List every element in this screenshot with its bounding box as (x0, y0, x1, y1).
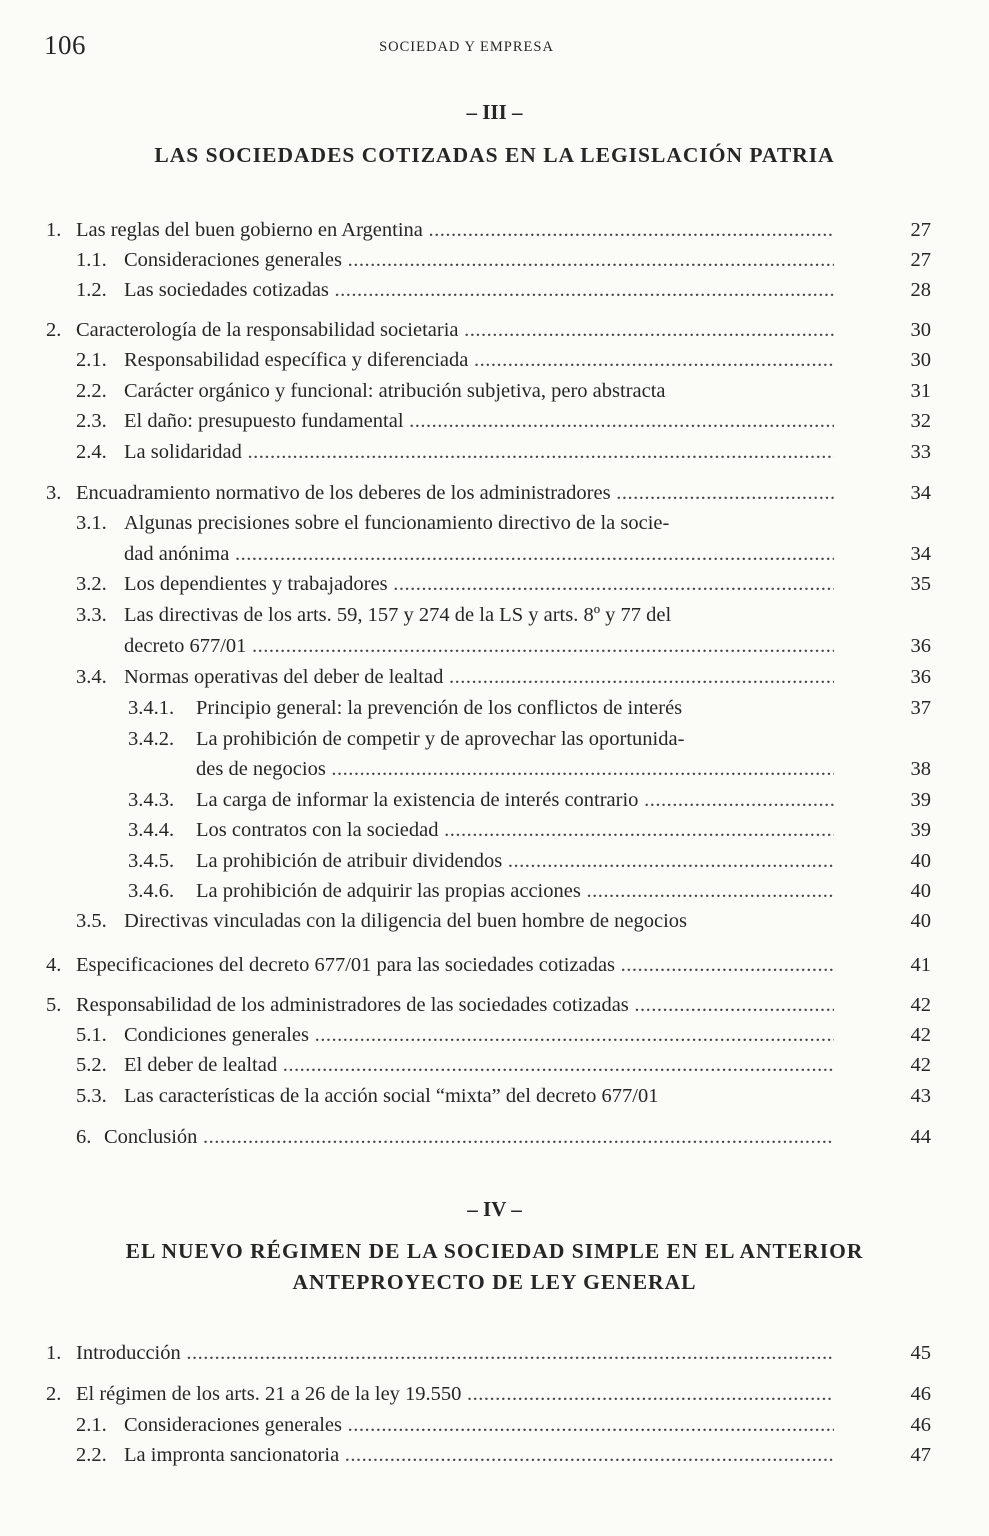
toc-entry-number: 1.1. (76, 249, 107, 271)
toc-entry (0, 846, 989, 876)
toc-entry-number: 3.2. (76, 573, 107, 595)
toc-entry-page: 39 (910, 789, 931, 811)
toc-entry-page: 45 (910, 1342, 931, 1364)
toc-entry-number: 2.1. (76, 1414, 107, 1436)
toc-entry-title: El deber de lealtad ..... (124, 1050, 834, 1080)
toc-entry-page: 27 (910, 219, 931, 241)
toc-entry-title: Principio general: la prevención de los conflictos de interés (196, 697, 683, 719)
toc-entry-number: 5.3. (76, 1085, 107, 1107)
toc-entry (0, 1020, 989, 1050)
toc-entry (0, 693, 989, 723)
toc-entry-page: 46 (910, 1383, 931, 1405)
toc-entry-number: 6. (76, 1126, 92, 1148)
toc-entry (0, 1338, 989, 1368)
toc-entry (0, 1050, 989, 1080)
toc-entry (0, 990, 989, 1020)
toc-entry-title: Responsabilidad específica y diferenciada ..... (124, 345, 834, 375)
toc-entry-page: 33 (910, 441, 931, 463)
toc-entry (0, 754, 989, 784)
section-iv-title-line2: ANTEPROYECTO DE LEY GENERAL (292, 1270, 697, 1294)
toc-entry-page: 40 (910, 910, 931, 932)
toc-entry (0, 950, 989, 980)
toc-entry (0, 1122, 989, 1152)
toc-entry-title: Carácter orgánico y funcional: atribución subjetiva, pero abstracta (124, 380, 666, 402)
toc-entry-title: El daño: presupuesto fundamental ..... (124, 406, 834, 436)
toc-entry-title: Caracterología de la responsabilidad societaria ..... (76, 315, 834, 345)
toc-entry-number: 4. (46, 954, 62, 976)
toc-entry-title: Especificaciones del decreto 677/01 para las sociedades cotizadas ..... (76, 950, 834, 980)
toc-entry-title: La solidaridad ..... (124, 437, 834, 467)
toc-entry-page: 44 (910, 1126, 931, 1148)
toc-entry-page: 30 (910, 319, 931, 341)
toc-entry-page: 43 (910, 1085, 931, 1107)
toc-entry-number: 3.4.3. (128, 789, 175, 811)
toc-entry-page: 28 (910, 279, 931, 301)
toc-entry-number: 2.4. (76, 441, 107, 463)
toc-entry-page: 36 (910, 666, 931, 688)
toc-entry (0, 508, 989, 538)
toc-entry-title: Las directivas de los arts. 59, 157 y 274 de la LS y arts. 8º y 77 del (124, 604, 672, 626)
toc-entry (0, 724, 989, 754)
toc-entry-number: 2. (46, 1383, 62, 1405)
toc-entry-title: Algunas precisiones sobre el funcionamiento directivo de la socie- (124, 512, 670, 534)
toc-entry-number: 5. (46, 994, 62, 1016)
toc-entry-number: 3.4.1. (128, 697, 175, 719)
toc-entry-title: La prohibición de atribuir dividendos ..... (196, 846, 834, 876)
toc-entry-number: 2.2. (76, 380, 107, 402)
toc-entry-number: 3.4.4. (128, 819, 175, 841)
toc-entry-title: Conclusión ..... (104, 1122, 834, 1152)
section-iv-numeral: – IV – (467, 1197, 522, 1221)
toc-entry-title: Las reglas del buen gobierno en Argentina ..... (76, 215, 834, 245)
toc-entry-number: 3.4. (76, 666, 107, 688)
toc-entry-title: Los dependientes y trabajadores ..... (124, 569, 834, 599)
toc-entry-page: 42 (910, 1024, 931, 1046)
toc-entry-number: 3.3. (76, 604, 107, 626)
toc-entry-title: Las sociedades cotizadas ..... (124, 275, 834, 305)
toc-entry-page: 41 (910, 954, 931, 976)
toc-entry-title: Encuadramiento normativo de los deberes de los administradores ..... (76, 478, 834, 508)
toc-entry-title: La prohibición de competir y de aprovechar las oportunida- (196, 728, 685, 750)
toc-entry-number: 1.2. (76, 279, 107, 301)
toc-entry (0, 345, 989, 375)
toc-entry (0, 245, 989, 275)
toc-entry-page: 27 (910, 249, 931, 271)
toc-entry-number: 3.5. (76, 910, 107, 932)
toc-entry-page: 39 (910, 819, 931, 841)
toc-entry-title: La carga de informar la existencia de interés contrario ..... (196, 785, 834, 815)
toc-entry (0, 315, 989, 345)
toc-entry (0, 631, 989, 661)
toc-entry (0, 215, 989, 245)
toc-entry-number: 2.1. (76, 349, 107, 371)
toc-entry-title: El régimen de los arts. 21 a 26 de la ley 19.550 ..... (76, 1379, 834, 1409)
toc-entry (0, 906, 989, 936)
toc-entry-page: 38 (910, 758, 931, 780)
toc-entry-title: Normas operativas del deber de lealtad ..... (124, 662, 834, 692)
toc-entry (0, 376, 989, 406)
toc-entry-title: Introducción ..... (76, 1338, 834, 1368)
toc-entry-page: 30 (910, 349, 931, 371)
toc-entry-page: 40 (910, 880, 931, 902)
toc-entry (0, 1081, 989, 1111)
toc-entry-number: 3.1. (76, 512, 107, 534)
toc-entry (0, 785, 989, 815)
toc-entry-page: 37 (910, 697, 931, 719)
toc-entry-page: 32 (910, 410, 931, 432)
toc-entry-page: 40 (910, 850, 931, 872)
toc-entry-title: Responsabilidad de los administradores de las sociedades cotizadas ..... (76, 990, 834, 1020)
toc-entry (0, 1440, 989, 1470)
toc-entry-number: 1. (46, 1342, 62, 1364)
toc-entry-title: La impronta sancionatoria ..... (124, 1440, 834, 1470)
toc-entry-title: La prohibición de adquirir las propias acciones ..... (196, 876, 834, 906)
toc-entry-number: 1. (46, 219, 62, 241)
toc-entry-number: 2.2. (76, 1444, 107, 1466)
toc-entry-number: 3. (46, 482, 62, 504)
running-head: SOCIEDAD Y EMPRESA (379, 39, 554, 55)
toc-entry-number: 5.2. (76, 1054, 107, 1076)
section-iii-numeral: – III – (466, 100, 523, 124)
toc-entry-title: Consideraciones generales ..... (124, 245, 834, 275)
toc-entry-number: 2. (46, 319, 62, 341)
toc-entry (0, 662, 989, 692)
toc-entry-page: 34 (910, 543, 931, 565)
toc-entry (0, 815, 989, 845)
toc-entry-title-continued: dad anónima ..... (124, 539, 834, 569)
toc-entry-number: 3.4.2. (128, 728, 175, 750)
toc-entry-page: 47 (910, 1444, 931, 1466)
toc-entry-title: Consideraciones generales ..... (124, 1410, 834, 1440)
section-iv-title-line1: EL NUEVO RÉGIMEN DE LA SOCIEDAD SIMPLE EN EL ANTERIOR (125, 1239, 864, 1263)
toc-entry-number: 3.4.5. (128, 850, 175, 872)
toc-entry-number: 2.3. (76, 410, 107, 432)
toc-entry-title: Los contratos con la sociedad ..... (196, 815, 834, 845)
toc-entry (0, 1379, 989, 1409)
toc-entry (0, 406, 989, 436)
page-header (44, 30, 929, 66)
toc-entry-page: 34 (910, 482, 931, 504)
section-iii-title: LAS SOCIEDADES COTIZADAS EN LA LEGISLACIÓN PATRIA (154, 143, 835, 167)
toc-entry (0, 876, 989, 906)
toc-entry (0, 275, 989, 305)
toc-entry-title-continued: decreto 677/01 ..... (124, 631, 834, 661)
toc-entry-title: Condiciones generales ..... (124, 1020, 834, 1050)
toc-entry-title-continued: des de negocios ..... (196, 754, 834, 784)
toc-entry (0, 437, 989, 467)
toc-entry-page: 36 (910, 635, 931, 657)
toc-entry-page: 31 (910, 380, 931, 402)
toc-entry (0, 600, 989, 630)
toc-entry (0, 1410, 989, 1440)
toc-entry (0, 539, 989, 569)
page-number: 106 (44, 30, 86, 60)
toc-entry-page: 42 (910, 994, 931, 1016)
toc-entry-page: 35 (910, 573, 931, 595)
toc-entry-page: 46 (910, 1414, 931, 1436)
toc-entry-title: Directivas vinculadas con la diligencia del buen hombre de negocios (124, 910, 687, 932)
toc-entry-number: 5.1. (76, 1024, 107, 1046)
toc-entry (0, 569, 989, 599)
toc-entry-title: Las características de la acción social “mixta” del decreto 677/01 (124, 1085, 659, 1107)
toc-entry-page: 42 (910, 1054, 931, 1076)
toc-entry-number: 3.4.6. (128, 880, 175, 902)
section-iv-title (30, 1236, 959, 1298)
toc-entry (0, 478, 989, 508)
